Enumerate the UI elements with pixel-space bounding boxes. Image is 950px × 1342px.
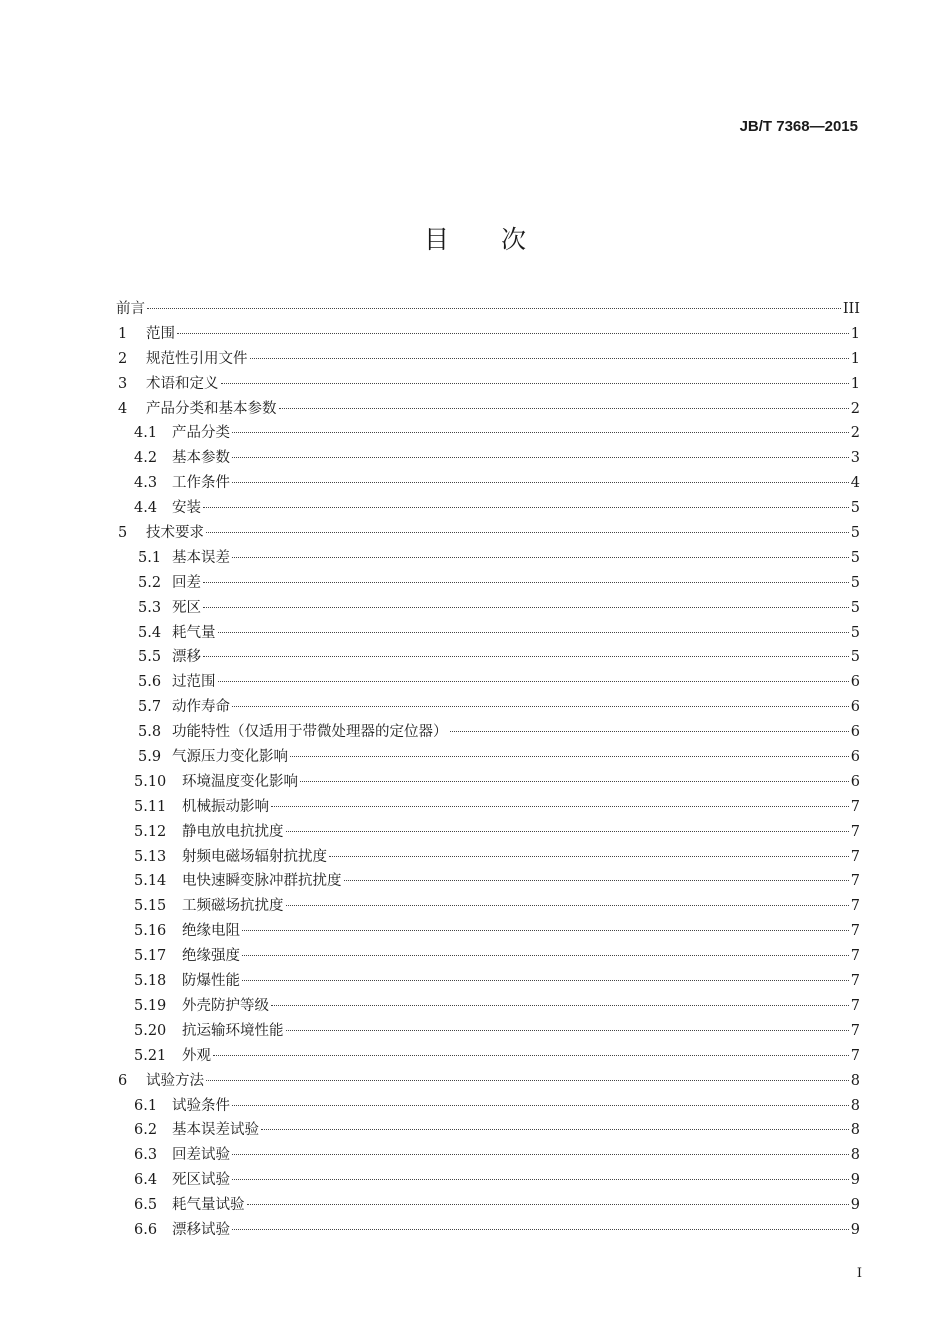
toc-entry[interactable] [116,446,860,471]
toc-leader-dots [206,522,849,533]
toc-entry-page: 8 [850,1097,860,1114]
toc-entry-page: III [842,301,860,317]
toc-entry[interactable] [116,347,860,372]
toc-leader-dots [261,1119,849,1130]
toc-entry-title: 外壳防护等级 [182,997,269,1014]
page-title [0,220,950,256]
toc-entry-number: 3 [118,375,128,392]
toc-entry-title: 术语和定义 [146,375,219,392]
toc-entry-page: 9 [850,1172,860,1189]
toc-entry[interactable] [116,1218,860,1243]
toc-entry-number: 6.1 [134,1097,158,1114]
toc-entry-page: 9 [850,1221,860,1238]
title-char-2: 次 [501,225,527,254]
toc-entry-number: 2 [118,350,128,367]
toc-leader-dots [232,696,849,707]
toc-entry-page: 4 [850,475,860,492]
toc-entry-number: 5 [118,525,128,542]
toc-entry-page: 8 [850,1147,860,1164]
toc-entry-title: 回差 [172,574,201,591]
toc-leader-dots [232,1144,849,1155]
toc-entry-page: 6 [850,674,860,691]
toc-entry[interactable] [116,397,860,422]
toc-entry[interactable] [116,820,860,845]
toc-entry[interactable] [116,496,860,521]
toc-leader-dots [286,1020,849,1031]
toc-entry-number: 5.1 [138,549,162,566]
toc-leader-dots [242,970,849,981]
toc-entry-title: 漂移试验 [172,1221,230,1238]
toc-leader-dots [232,422,849,433]
toc-entry-number: 5.9 [138,749,162,766]
toc-entry-number: 5.5 [138,649,162,666]
toc-leader-dots [232,1169,849,1180]
toc-leader-dots [242,920,849,931]
toc-entry-page: 6 [850,773,860,790]
toc-entry-page: 8 [850,1072,860,1089]
toc-entry-page: 6 [850,724,860,741]
toc-entry-number: 5.19 [134,997,167,1014]
toc-entry-number: 4.2 [134,450,158,467]
toc-entry-number: 4 [118,400,128,417]
toc-entry-title: 回差试验 [172,1147,230,1164]
toc-entry-title: 范围 [146,325,175,342]
toc-leader-dots [279,398,849,409]
toc-entry[interactable] [116,1044,860,1069]
toc-entry-number: 4.4 [134,500,158,517]
toc-entry-number: 5.4 [138,624,162,641]
toc-entry-number: 5.6 [138,674,162,691]
toc-entry-title: 机械振动影响 [182,798,269,815]
toc-entry-title: 过范围 [172,674,216,691]
toc-entry-page: 6 [850,699,860,716]
toc-entry-title: 耗气量 [172,624,216,641]
toc-entry-page: 2 [850,400,860,417]
toc-entry-title: 静电放电抗扰度 [182,823,284,840]
toc-entry-page: 7 [850,997,860,1014]
toc-entry[interactable] [116,845,860,870]
toc-leader-dots [232,1219,849,1230]
toc-entry-page: 5 [850,624,860,641]
toc-entry-page: 7 [850,1022,860,1039]
toc-entry-page: 1 [850,325,860,342]
toc-entry-number: 5.18 [134,973,167,990]
toc-entry-number: 5.15 [134,898,167,915]
toc-entry-number: 5.12 [134,823,167,840]
toc-leader-dots [177,323,849,334]
toc-leader-dots [232,547,849,558]
toc-entry-number: 5.3 [138,599,162,616]
toc-entry[interactable] [116,1143,860,1168]
toc-leader-dots [218,671,849,682]
toc-entry-page: 7 [850,798,860,815]
toc-leader-dots [232,472,849,483]
toc-entry-page: 5 [850,525,860,542]
toc-leader-dots [290,746,849,757]
toc-entry-title: 动作寿命 [172,699,230,716]
toc-entry-page: 8 [850,1122,860,1139]
toc-entry[interactable] [116,571,860,596]
toc-leader-dots [147,298,841,309]
toc-entry-number: 5.16 [134,923,167,940]
toc-entry-page: 5 [850,599,860,616]
toc-entry[interactable] [116,546,860,571]
toc-entry-page: 5 [850,549,860,566]
toc-entry-title: 试验方法 [146,1072,204,1089]
toc-entry[interactable] [116,919,860,944]
toc-entry-title: 绝缘电阻 [182,923,240,940]
toc-entry[interactable] [116,621,860,646]
toc-entry-number: 5.17 [134,948,167,965]
toc-entry-title: 工作条件 [172,475,230,492]
toc-entry-title: 耗气量试验 [172,1197,245,1214]
title-char-1: 目 [423,225,449,254]
toc-entry-title: 基本误差试验 [172,1122,259,1139]
toc-entry[interactable] [116,1193,860,1218]
toc-entry-page: 7 [850,848,860,865]
toc-entry-number: 5.7 [138,699,162,716]
toc-leader-dots [300,771,849,782]
toc-entry-title: 基本误差 [172,549,230,566]
toc-entry[interactable] [116,372,860,397]
toc-entry[interactable] [116,471,860,496]
toc-entry[interactable] [116,969,860,994]
toc-leader-dots [271,995,849,1006]
toc-entry[interactable] [116,745,860,770]
toc-leader-dots [232,1095,849,1106]
toc-leader-dots [344,870,849,881]
toc-entry-number: 6.2 [134,1122,158,1139]
toc-entry-number: 6.6 [134,1221,158,1238]
toc-entry[interactable] [116,670,860,695]
toc-entry-page: 1 [850,350,860,367]
toc-entry[interactable] [116,994,860,1019]
toc-entry-title: 基本参数 [172,450,230,467]
toc-entry-title: 死区试验 [172,1172,230,1189]
toc-leader-dots [271,796,849,807]
toc-entry-title: 外观 [182,1047,211,1064]
toc-entry-number: 1 [118,325,128,342]
toc-entry-page: 3 [850,450,860,467]
toc-entry-title: 电快速瞬变脉冲群抗扰度 [182,873,342,890]
toc-entry[interactable] [116,645,860,670]
toc-entry[interactable] [116,894,860,919]
toc-entry-page: 7 [850,898,860,915]
toc-entry-title: 技术要求 [146,525,204,542]
toc-leader-dots [232,447,849,458]
toc-entry-number: 5.8 [138,724,162,741]
toc-entry-number: 4.3 [134,475,158,492]
toc-leader-dots [221,373,849,384]
toc-entry[interactable] [116,695,860,720]
toc-entry-title: 气源压力变化影响 [172,749,288,766]
toc-entry-number: 6.5 [134,1197,158,1214]
toc-entry-title: 射频电磁场辐射抗扰度 [182,848,327,865]
toc-entry[interactable] [116,720,860,745]
toc-leader-dots [247,1194,849,1205]
toc-entry-page: 7 [850,1047,860,1064]
toc-entry-page: 2 [850,425,860,442]
toc-entry-page: 7 [850,973,860,990]
toc-entry-page: 6 [850,749,860,766]
toc-entry[interactable] [116,1168,860,1193]
toc-leader-dots [203,646,849,657]
toc-entry-number: 4.1 [134,425,158,442]
toc-entry-title: 规范性引用文件 [146,350,248,367]
toc-entry-title: 产品分类和基本参数 [146,400,277,417]
toc-entry[interactable] [116,869,860,894]
toc-entry[interactable] [116,1069,860,1094]
toc-entry-number: 5.21 [134,1047,167,1064]
toc-entry[interactable] [116,596,860,621]
toc-entry-number: 5.11 [134,798,167,815]
toc-entry[interactable] [116,795,860,820]
toc-entry-title: 防爆性能 [182,973,240,990]
toc-entry-page: 5 [850,500,860,517]
toc-entry[interactable] [116,421,860,446]
toc-entry-page: 7 [850,923,860,940]
toc-leader-dots [203,572,849,583]
toc-leader-dots [218,622,849,633]
toc-entry-number: 5.20 [134,1022,167,1039]
toc-entry-page: 9 [850,1197,860,1214]
toc-entry-number: 6.3 [134,1147,158,1164]
toc-entry-title: 死区 [172,599,201,616]
toc-leader-dots [450,721,849,732]
standard-code: JB/T 7368—2015 [739,118,858,135]
toc-leader-dots [213,1045,849,1056]
toc-entry-title: 漂移 [172,649,201,666]
toc-entry[interactable] [116,322,860,347]
toc-entry-page: 5 [850,574,860,591]
toc-entry-number: 5.13 [134,848,167,865]
toc-entry-title: 环境温度变化影响 [182,773,298,790]
table-of-contents [116,297,860,1243]
toc-entry[interactable] [116,1118,860,1143]
toc-leader-dots [203,497,849,508]
toc-leader-dots [242,945,849,956]
toc-entry-title: 功能特性（仅适用于带微处理器的定位器） [172,724,448,741]
toc-entry[interactable] [116,521,860,546]
toc-entry[interactable] [116,944,860,969]
toc-entry-title: 工频磁场抗扰度 [182,898,284,915]
toc-entry[interactable] [116,770,860,795]
toc-entry-title: 安装 [172,500,201,517]
toc-entry-page: 5 [850,649,860,666]
toc-leader-dots [286,821,849,832]
toc-leader-dots [329,846,849,857]
toc-entry-title: 抗运输环境性能 [182,1022,284,1039]
toc-entry-page: 7 [850,873,860,890]
toc-entry-page: 7 [850,948,860,965]
toc-entry[interactable] [116,1019,860,1044]
toc-leader-dots [203,597,849,608]
toc-entry[interactable] [116,297,860,322]
toc-entry-number: 5.2 [138,574,162,591]
toc-entry-title: 绝缘强度 [182,948,240,965]
toc-entry-number: 6.4 [134,1172,158,1189]
toc-entry-title: 试验条件 [172,1097,230,1114]
toc-leader-dots [286,895,849,906]
toc-entry-title: 前言 [116,301,145,317]
toc-entry-page: 7 [850,823,860,840]
toc-entry[interactable] [116,1094,860,1119]
toc-entry-title: 产品分类 [172,425,230,442]
toc-leader-dots [206,1070,849,1081]
toc-entry-number: 5.14 [134,873,167,890]
toc-entry-page: 1 [850,375,860,392]
toc-leader-dots [250,348,849,359]
page-number: I [856,1266,862,1281]
toc-entry-number: 6 [118,1072,128,1089]
toc-entry-number: 5.10 [134,773,167,790]
